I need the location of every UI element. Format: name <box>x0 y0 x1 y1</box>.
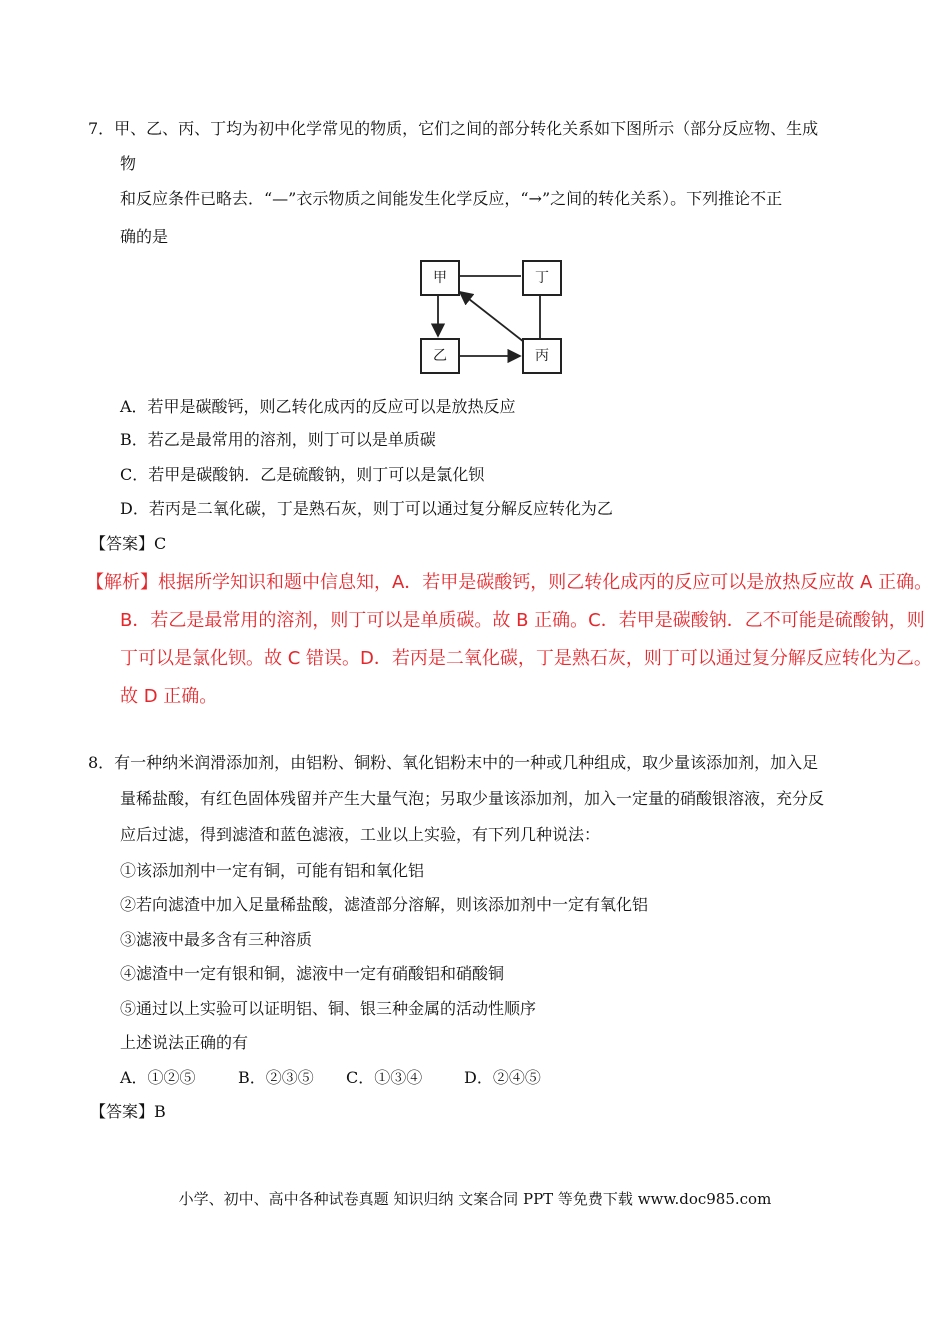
choices-row <box>120 1067 541 1089</box>
statement-2: ②若向滤渣中加入足量稀盐酸，滤渣部分溶解，则该添加剂中一定有氧化铝 <box>120 895 649 914</box>
node-yi: 乙 <box>420 338 460 374</box>
node-jia: 甲 <box>420 260 460 296</box>
statement-1: ①该添加剂中一定有铜，可能有铝和氧化铝 <box>120 861 425 880</box>
node-ding: 丁 <box>522 260 562 296</box>
node-bing: 丙 <box>522 338 562 374</box>
question-7-stem-line-1: 7．甲、乙、丙、丁均为初中化学常见的物质，它们之间的部分转化关系如下图所示（部分反应物、生成 <box>88 119 819 138</box>
question-8-stem-line-1: 8．有一种纳米润滑添加剂，由铝粉、铜粉、氧化铝粉末中的一种或几种组成，取少量该添加剂，加入足 <box>88 753 819 772</box>
option-a: A．若甲是碳酸钙，则乙转化成丙的反应可以是放热反应 <box>120 397 516 416</box>
analysis-text-1: 根据所学知识和题中信息知，A．若甲是碳酸钙，则乙转化成丙的反应可以是放热反应故 A 正确。 <box>158 572 933 593</box>
question-7-stem-line-4: 确的是 <box>120 227 169 246</box>
choice-a: A．①②⑤ <box>120 1068 196 1087</box>
analysis-line-4: 故 D 正确。 <box>120 686 218 707</box>
analysis-line-3: 丁可以是氯化钡。故 C 错误。D．若丙是二氧化碳，丁是熟石灰，则丁可以通过复分解反应转化为乙。 <box>120 648 932 669</box>
arrow-bing-to-jia <box>460 292 524 342</box>
footer-text: 小学、初中、高中各种试卷真题 知识归纳 文案合同 PPT 等免费下载 www.doc985.com <box>178 1190 772 1208</box>
option-c: C．若甲是碳酸钠．乙是硫酸钠，则丁可以是氯化钡 <box>120 465 485 484</box>
question-8-stem-line-3: 应后过滤，得到滤渣和蓝色滤液，工业以上实验，有下列几种说法： <box>120 825 601 844</box>
conversion-diagram <box>416 258 566 376</box>
answer-7: 【答案】C <box>90 534 167 553</box>
option-d: D．若丙是二氧化碳，丁是熟石灰，则丁可以通过复分解反应转化为乙 <box>120 499 613 518</box>
answer-8: 【答案】B <box>90 1102 166 1121</box>
statement-prompt: 上述说法正确的有 <box>120 1033 249 1052</box>
question-7-stem-line-2: 物 <box>120 154 137 173</box>
statement-5: ⑤通过以上实验可以证明铝、铜、银三种金属的活动性顺序 <box>120 999 537 1018</box>
statement-3: ③滤液中最多含有三种溶质 <box>120 930 313 949</box>
question-8-stem-line-2: 量稀盐酸，有红色固体残留并产生大量气泡；另取少量该添加剂，加入一定量的硝酸银溶液，充分反 <box>120 789 825 808</box>
analysis-label: 【解析】 <box>86 572 158 593</box>
choice-c: C．①③④ <box>346 1068 423 1087</box>
choice-b: B．②③⑤ <box>238 1068 314 1087</box>
choice-d: D．②④⑤ <box>464 1068 541 1087</box>
analysis-line-1 <box>86 570 932 596</box>
analysis-line-2: B．若乙是最常用的溶剂，则丁可以是单质碳。故 B 正确。C．若甲是碳酸钠．乙不可能是硫酸钠，则 <box>120 610 925 631</box>
option-b: B．若乙是最常用的溶剂，则丁可以是单质碳 <box>120 430 436 449</box>
statement-4: ④滤渣中一定有银和铜，滤液中一定有硝酸铝和硝酸铜 <box>120 964 505 983</box>
question-7-stem-line-3: 和反应条件已略去．“—”衣示物质之间能发生化学反应，“→”之间的转化关系）。下列推论不正 <box>120 189 783 208</box>
